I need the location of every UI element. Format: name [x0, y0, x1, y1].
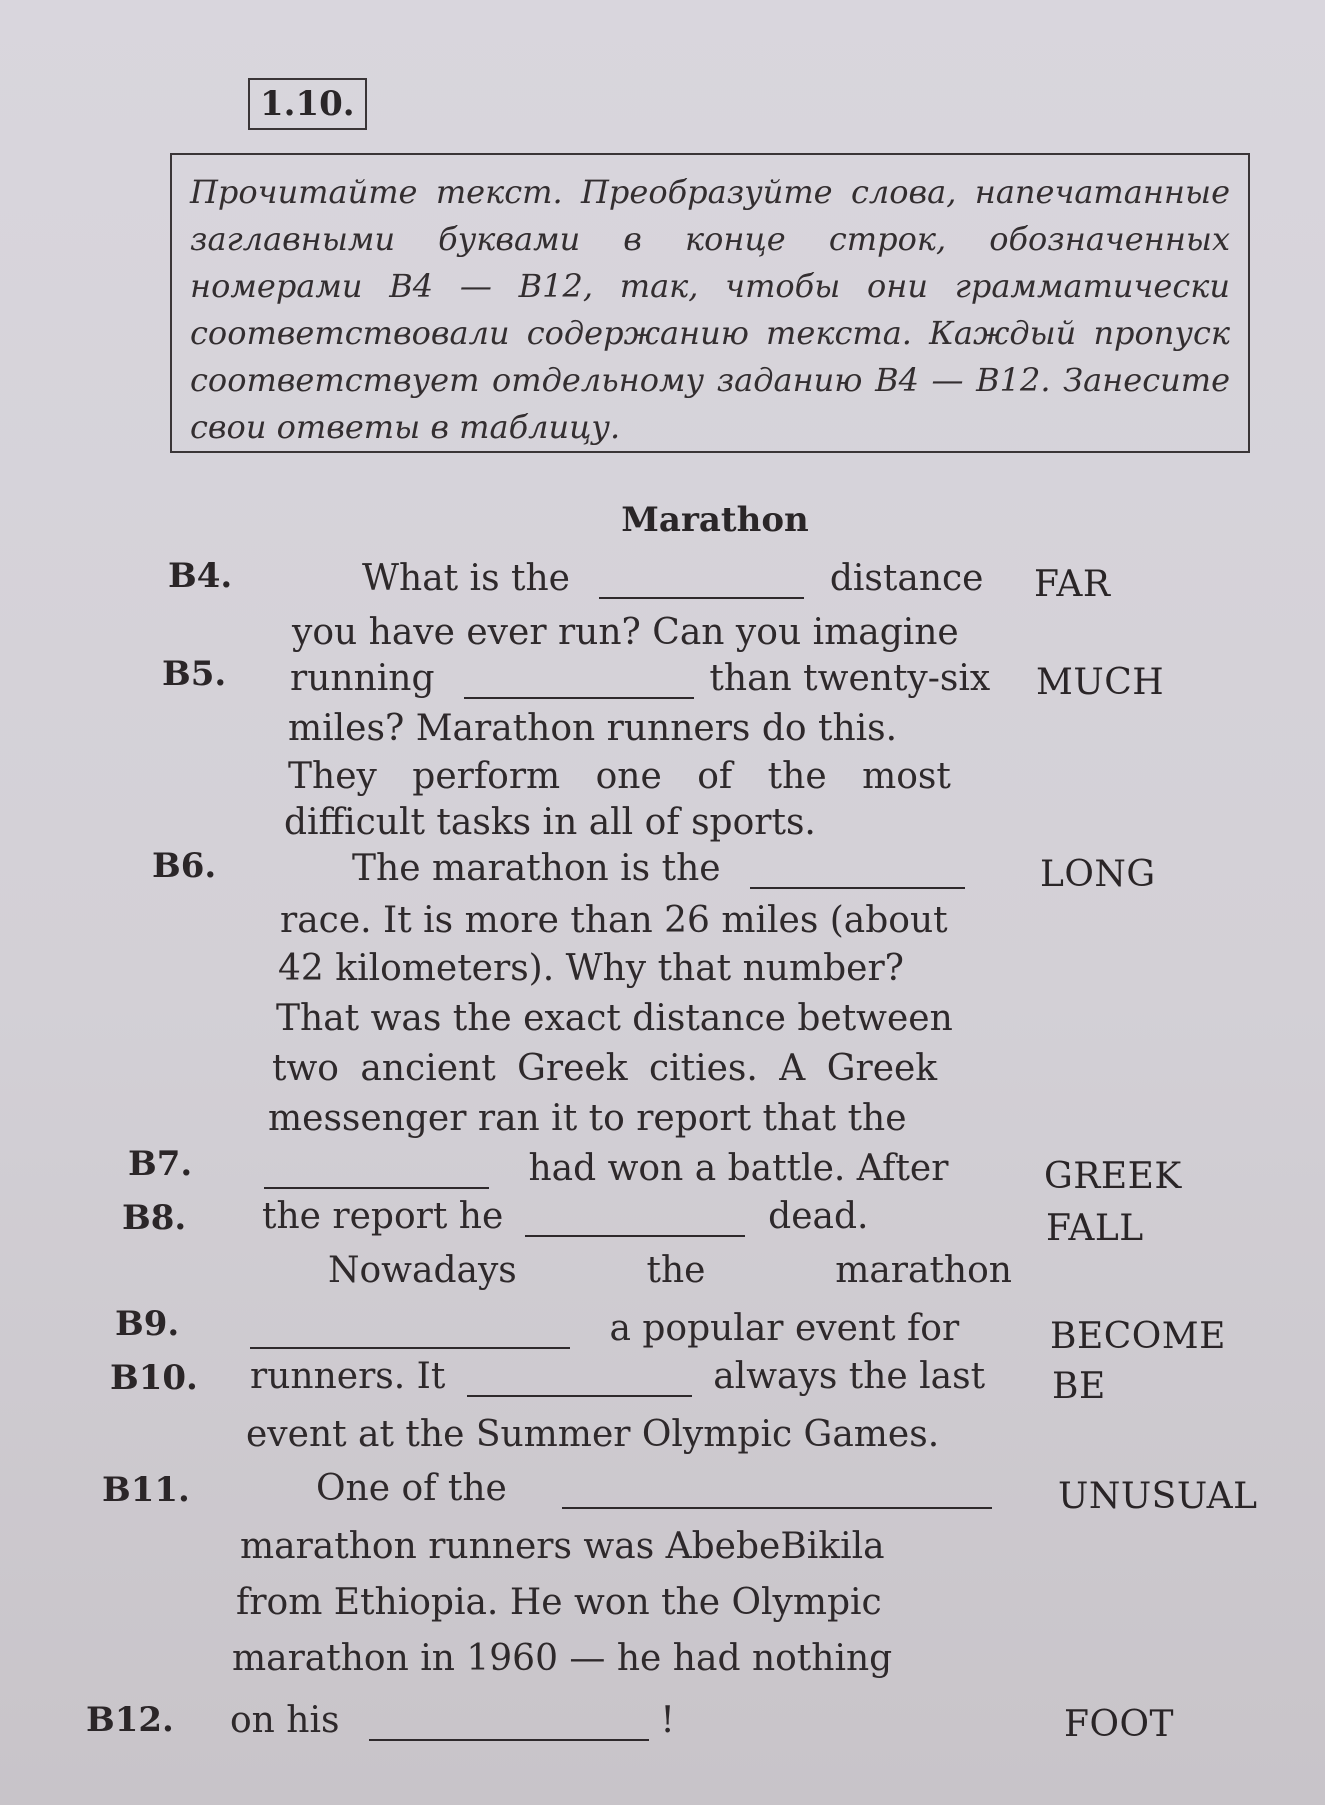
label-b4: B4.	[168, 556, 233, 596]
text-segment: always the last	[713, 1356, 986, 1397]
text-segment: runners. It	[250, 1356, 446, 1397]
text-segment: the report he	[262, 1196, 504, 1237]
keyword-b6: LONG	[1040, 854, 1156, 895]
answer-blank-b10	[467, 1361, 692, 1397]
text-line: 42 kilometers). Why that number?	[278, 948, 904, 989]
text-segment: marathon	[835, 1250, 1012, 1291]
instructions-box: Прочитайте текст. Преобразуйте слова, напечатанные заглавными буквами в конце строк, обозначенных номерами B4 — B12, так, чтобы они грамматически соответствовали содержанию текста. Каждый пропуск соответствует отдельному заданию B4 — B12. Занесите свои ответы в таблицу.	[170, 153, 1250, 453]
text-line	[316, 1468, 992, 1509]
text-segment: Nowadays	[328, 1250, 517, 1291]
label-b12: B12.	[86, 1700, 174, 1740]
label-b7: B7.	[128, 1144, 193, 1184]
text-segment: dead.	[768, 1196, 869, 1237]
text-line: miles? Marathon runners do this.	[288, 708, 898, 749]
text-line	[262, 1196, 868, 1237]
keyword-b8: FALL	[1046, 1208, 1144, 1249]
answer-blank-b12	[369, 1705, 649, 1741]
text-segment: !	[660, 1700, 675, 1741]
text-line	[290, 658, 1002, 699]
answer-blank-b5	[464, 663, 694, 699]
text-segment: had won a battle. After	[528, 1148, 949, 1189]
task-number: 1.10.	[248, 78, 367, 130]
text-line: difficult tasks in all of sports.	[284, 802, 816, 843]
text-segment: The marathon is the	[352, 848, 721, 889]
keyword-b11: UNUSUAL	[1058, 1476, 1258, 1517]
text-line	[250, 1356, 985, 1397]
text-line: marathon in 1960 — he had nothing	[232, 1638, 893, 1679]
answer-blank-b11	[562, 1473, 992, 1509]
answer-blank-b6	[750, 853, 965, 889]
answer-blank-b7	[264, 1153, 489, 1189]
label-b11: B11.	[102, 1470, 190, 1510]
text-segment: distance	[829, 558, 984, 599]
answer-blank-b9	[250, 1313, 570, 1349]
text-line	[352, 848, 965, 889]
text-line	[328, 1250, 1012, 1291]
text-line: you have ever run? Can you imagine	[292, 612, 959, 653]
answer-blank-b8	[525, 1201, 745, 1237]
text-line: They perform one of the most	[288, 756, 951, 797]
keyword-b4: FAR	[1034, 564, 1111, 605]
text-line: race. It is more than 26 miles (about	[280, 900, 948, 941]
text-line	[362, 558, 1002, 599]
keyword-b10: BE	[1052, 1366, 1106, 1407]
answer-blank-b4	[599, 563, 804, 599]
text-segment: running	[290, 658, 435, 699]
keyword-b9: BECOME	[1050, 1316, 1226, 1357]
keyword-b7: GREEK	[1044, 1156, 1182, 1197]
text-line: marathon runners was AbebeBikila	[240, 1526, 885, 1567]
text-segment: on his	[230, 1700, 340, 1741]
text-line	[264, 1148, 948, 1189]
text-line: messenger ran it to report that the	[268, 1098, 907, 1139]
label-b5: B5.	[162, 654, 227, 694]
text-segment: What is the	[362, 558, 570, 599]
label-b10: B10.	[110, 1358, 198, 1398]
label-b9: B9.	[115, 1304, 180, 1344]
text-segment: than twenty-six	[709, 658, 991, 699]
text-segment: One of the	[316, 1468, 507, 1509]
text-line	[230, 1700, 675, 1741]
text-line: two ancient Greek cities. A Greek	[272, 1048, 938, 1089]
text-segment: a popular event for	[609, 1308, 960, 1349]
label-b8: B8.	[122, 1198, 187, 1238]
text-line: from Ethiopia. He won the Olympic	[236, 1582, 882, 1623]
keyword-b12: FOOT	[1064, 1704, 1175, 1745]
text-line: That was the exact distance between	[276, 998, 953, 1039]
text-segment: the	[646, 1250, 706, 1291]
keyword-b5: MUCH	[1036, 662, 1165, 703]
text-title: Marathon	[621, 500, 809, 540]
label-b6: B6.	[152, 846, 217, 886]
text-line	[250, 1308, 959, 1349]
text-line: event at the Summer Olympic Games.	[246, 1414, 940, 1455]
